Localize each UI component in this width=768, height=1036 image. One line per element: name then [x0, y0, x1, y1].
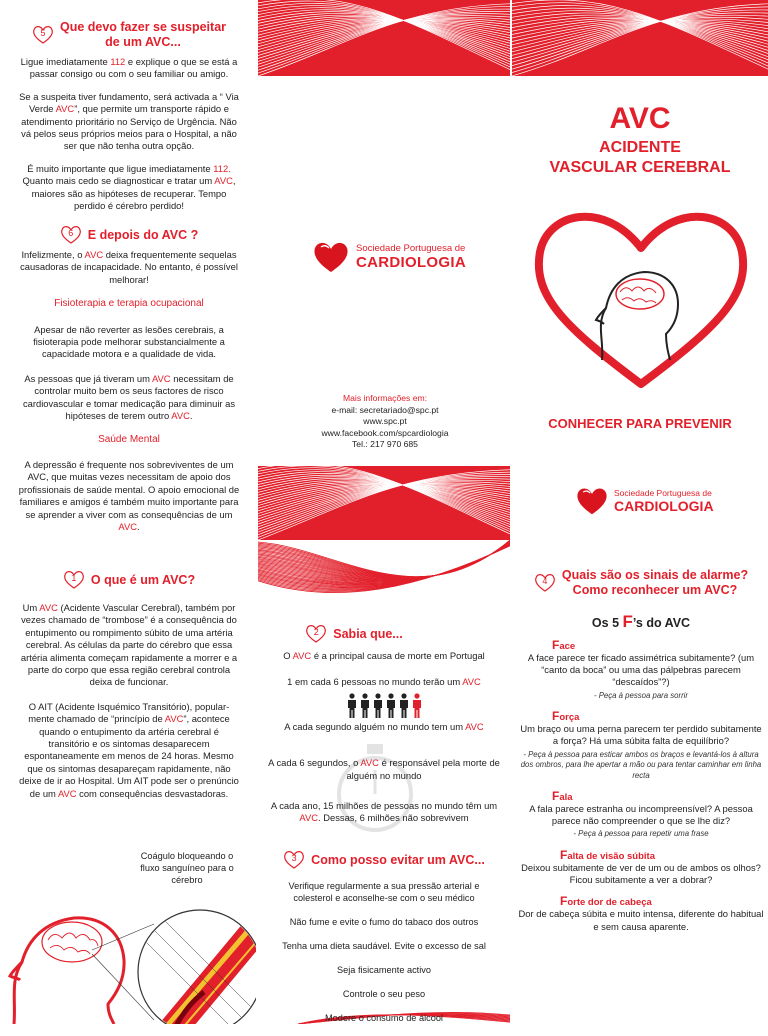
person-icon	[398, 693, 410, 719]
wave-banner-right-top	[512, 0, 768, 76]
prevention-item: Verifique regularmente a sua pressão arterial e colesterol e aconselhe-se com o seu médico	[288, 881, 480, 903]
wave-banner-middle	[258, 466, 510, 540]
paragraph	[18, 249, 240, 286]
section-title: Sabia que...	[333, 626, 403, 641]
heart-logo-icon	[575, 486, 609, 516]
sign-initial: F	[552, 709, 560, 724]
prevention-item: Seja fisicamente activo	[337, 965, 431, 975]
highlight-text: AVC	[462, 676, 481, 688]
section-number: 5	[40, 28, 46, 38]
sign-initial: F	[560, 847, 568, 862]
sign-title	[518, 709, 764, 723]
sign-word: ala	[559, 792, 573, 804]
section-title: Quais são os sinais de alarme?	[561, 568, 749, 582]
text-run: é responsável pela morte de alguém no mundo	[346, 757, 500, 781]
fact	[268, 721, 500, 733]
section-5	[18, 20, 240, 212]
text-run: O	[283, 650, 293, 661]
text-run: .	[136, 520, 140, 532]
subheading: Saúde Mental	[98, 434, 160, 446]
text-run: e explique o que se está a passar consigo ou com o seu familiar ou amigo.	[29, 56, 238, 80]
website-line[interactable]: www.spc.pt	[363, 416, 407, 427]
text-run: Se a suspeita tiver fundamento, será activada a “ Via Verde	[19, 90, 239, 115]
text-run: 1 em cada 6 pessoas no mundo terão um	[287, 676, 463, 688]
sign-hint: - Peça à pessoa para esticar ambos os braços e levantá-los à altura dos ombros, para lhe apertar a mão ou para tentar caminhar em linha recta	[520, 749, 762, 780]
section-3	[268, 850, 500, 1036]
highlight-text: 112	[110, 56, 126, 67]
text-run: ”, que permite um transporte rápido e atendimento prioritário no Serviço de Urgência. Não vá pelos seus próprios meios para o Hospital, a não ser que não tenha outra opção.	[21, 103, 237, 152]
paragraph	[18, 459, 240, 533]
sign-title	[518, 638, 764, 652]
sign-item	[518, 709, 764, 781]
section-title: E depois do AVC ?	[87, 227, 199, 242]
section-number: 6	[68, 228, 74, 238]
section-title-2: de um AVC...	[105, 35, 181, 49]
info-title: Mais informações em:	[342, 393, 428, 403]
section-number: 4	[542, 576, 548, 586]
sign-initial: F	[560, 894, 568, 909]
sign-word: ace	[559, 641, 576, 652]
highlight-text: AVC	[55, 103, 75, 115]
highlight-text: AVC	[164, 713, 184, 725]
text-run: deixa frequentemente sequelas causadoras de incapacidade. No entanto, é possível melhorar!	[20, 249, 238, 285]
section-4	[518, 568, 764, 933]
text-run: ”, acontece quando o entupimento da artéria cerebral é transitório e os sintomas desaparecem espontaneamente em menos de 24 horas. Mesmo que os sintomas desapareçam rapidamente, não deixe de ir ao Hospital. Um AIT pode ser o prenúncio de um	[19, 713, 239, 799]
heart-brain-illustration	[526, 200, 756, 390]
people-icons	[268, 693, 500, 719]
heart-number-icon	[63, 570, 85, 590]
section-number: 2	[313, 627, 319, 637]
highlight-text: AVC	[465, 720, 484, 732]
facebook-line[interactable]: www.facebook.com/spcardiologia	[321, 427, 449, 438]
highlight-text: AVC	[214, 175, 233, 187]
fact	[268, 650, 500, 662]
brand-line-1: Sociedade Portuguesa de	[356, 243, 466, 254]
highlight-text: AVC	[84, 249, 104, 260]
paragraph	[18, 373, 240, 423]
brand-line-2: CARDIOLOGIA	[614, 498, 714, 514]
section-6	[18, 225, 240, 533]
wave-banner-top	[258, 0, 510, 76]
text-run: é a principal causa de morte em Portugal	[311, 650, 485, 661]
highlight-text: AVC	[118, 520, 137, 532]
email-line[interactable]: e-mail: secretariado@spc.pt	[331, 404, 439, 415]
subtitle-line-2: VASCULAR CEREBRAL	[549, 159, 731, 176]
heart-number-icon	[534, 573, 556, 593]
prevention-item: Modere o consumo de álcool	[325, 1013, 443, 1023]
paragraph	[18, 91, 240, 153]
sign-item	[518, 789, 764, 840]
sign-title	[518, 894, 764, 908]
sign-word: orte dor de cabeça	[567, 897, 652, 909]
five-f-heading: Os 5 F’s do AVC	[591, 612, 691, 631]
highlight-text: 112.	[213, 162, 231, 174]
highlight-text: AVC	[152, 372, 171, 384]
highlight-text: AVC	[171, 410, 190, 422]
highlight-text: AVC	[360, 757, 379, 769]
section-title: O que é um AVC?	[90, 572, 196, 587]
spc-logo-right	[575, 486, 714, 516]
highlight-text: AVC	[292, 650, 312, 661]
avc-title: AVC	[609, 102, 671, 135]
sign-item	[518, 638, 764, 701]
text-run: com consequências desvastadoras.	[76, 787, 229, 799]
text-run: . Dessas, 6 milhões não sobrevivem	[318, 812, 469, 824]
head-artery-illustration	[4, 880, 256, 1024]
sign-title	[518, 789, 764, 803]
text-run: É muito importante que ligue imediatamente	[27, 162, 214, 174]
contact-info	[290, 393, 480, 451]
highlight-text: AVC	[39, 602, 58, 613]
section-1	[18, 570, 240, 800]
paragraph	[18, 56, 240, 81]
highlight-text: AVC	[299, 812, 318, 824]
prevention-list	[268, 880, 500, 1024]
sign-title	[518, 848, 764, 862]
phone-line: Tel.: 217 970 685	[352, 439, 418, 450]
text-run: Ligue imediatamente	[20, 56, 111, 67]
sign-word: alta de visão súbita	[567, 850, 655, 862]
heart-number-icon	[305, 624, 327, 644]
section-title-2: Como reconhecer um AVC?	[572, 583, 738, 597]
text-run: As pessoas que já tiveram um	[24, 372, 152, 384]
heart-number-icon	[32, 25, 54, 45]
text-run: A depressão é frequente nos sobreviventes de um AVC, que muitas vezes necessitam de apoio dos profissionais de saúde mental. O apoio emocional de familiares e amigos é também muito importante para se aprender a viver com as consequências de um	[18, 458, 240, 520]
highlight-text: AVC	[57, 787, 77, 799]
brand-line-2: CARDIOLOGIA	[356, 254, 466, 271]
sign-hint: - Peça à pessoa para sorrir	[593, 690, 689, 700]
text-run: necessitam de controlar muito bem os seus factores de risco cardiovascular e tomar medicação para diminuir as hipóteses de terem outro	[22, 372, 236, 422]
paragraph	[18, 163, 240, 213]
text-run: Infelizmente, o	[21, 249, 85, 260]
heart-number-icon	[60, 225, 82, 245]
heart-logo-icon	[312, 240, 350, 274]
subtitle-line-1: ACIDENTE	[599, 139, 681, 156]
sign-item	[518, 848, 764, 886]
text-run: A cada 6 segundos, o	[268, 757, 361, 769]
sign-description: A fala parece estranha ou incompreensível? A pessoa parece não compreender o que se lhe diz?	[529, 803, 753, 827]
text-run: A cada ano, 15 milhões de pessoas no mundo têm um	[270, 800, 498, 812]
section-number: 1	[71, 573, 77, 583]
sign-item	[518, 894, 764, 932]
section-number: 3	[291, 853, 297, 863]
paragraph	[18, 324, 240, 361]
spc-logo	[312, 240, 466, 274]
section-title: Como posso evitar um AVC...	[311, 852, 485, 867]
person-icon	[359, 693, 371, 719]
text-run: .	[189, 410, 193, 422]
sign-description: Deixou subitamente de ver de um ou de ambos os olhos? Ficou subitamente a ver a dobrar?	[521, 861, 761, 886]
text-run: Quanto mais cedo se diagnosticar e tratar um	[22, 175, 215, 187]
sign-description: Dor de cabeça súbita e muito intensa, diferente do habitual e sem causa aparente.	[518, 908, 764, 932]
prevention-item: Tenha uma dieta saudável. Evite o excesso de sal	[282, 941, 486, 951]
text-run: O AIT (Acidente Isquémico Transitório), popular-mente chamado de “princípio de	[28, 700, 230, 725]
sign-initial: F	[552, 789, 560, 804]
prevention-item: Controle o seu peso	[342, 989, 426, 999]
clot-caption: Coágulo bloqueando o fluxo sanguíneo para o cérebro	[140, 851, 234, 886]
text-run: A cada segundo alguém no mundo tem um	[284, 720, 466, 732]
paragraph	[18, 602, 240, 689]
wave-lines-middle	[258, 538, 510, 628]
text-run: Apesar de não reverter as lesões cerebrais, a fisioterapia pode melhorar substancialmente a capacidade motora e a qualidade de vida.	[33, 323, 225, 360]
person-icon	[346, 693, 358, 719]
subheading: Fisioterapia e terapia ocupacional	[54, 298, 204, 310]
cover-title	[512, 102, 768, 178]
signs-list	[518, 638, 764, 933]
sign-description: A face parece ter ficado assimétrica subitamente? (um “canto da boca” ou uma das pálpebras parecem “descaídos”?)	[527, 652, 755, 688]
fact	[268, 676, 500, 688]
tagline: CONHECER PARA PREVENIR	[548, 416, 732, 431]
person-icon	[372, 693, 384, 719]
paragraph	[18, 701, 240, 800]
text-run: , maiores são as hipóteses de recuperar. Tempo perdido é cérebro perdido!	[31, 175, 236, 212]
person-icon	[385, 693, 397, 719]
sign-hint: - Peça à pessoa para repetir uma frase	[573, 829, 709, 839]
brand-line-1: Sociedade Portuguesa de	[614, 488, 712, 498]
text-run: (Acidente Vascular Cerebral), também por vezes chamado de “trombose” é a consequência do entupimento ou rompimento súbito de uma artéria cerebral. As células da parte do cérebro que essa artéria alimenta começam rapidamente a morrer e a parte do corpo que essa região cerebral controla deixa de funcionar.	[20, 602, 238, 688]
section-title: Que devo fazer se suspeitar	[59, 20, 227, 34]
person-red-icon	[411, 693, 423, 719]
text-run: Um	[22, 602, 40, 613]
prevention-item: Não fume e evite o fumo do tabaco dos outros	[289, 917, 479, 927]
sign-word: orça	[559, 712, 580, 724]
heart-number-icon	[283, 850, 305, 870]
sign-initial: F	[552, 638, 560, 652]
sign-description: Um braço ou uma perna parecem ter perdido subitamente a força? Há uma súbita falta de equilíbrio?	[520, 723, 762, 747]
stopwatch-watermark-icon	[335, 738, 415, 838]
